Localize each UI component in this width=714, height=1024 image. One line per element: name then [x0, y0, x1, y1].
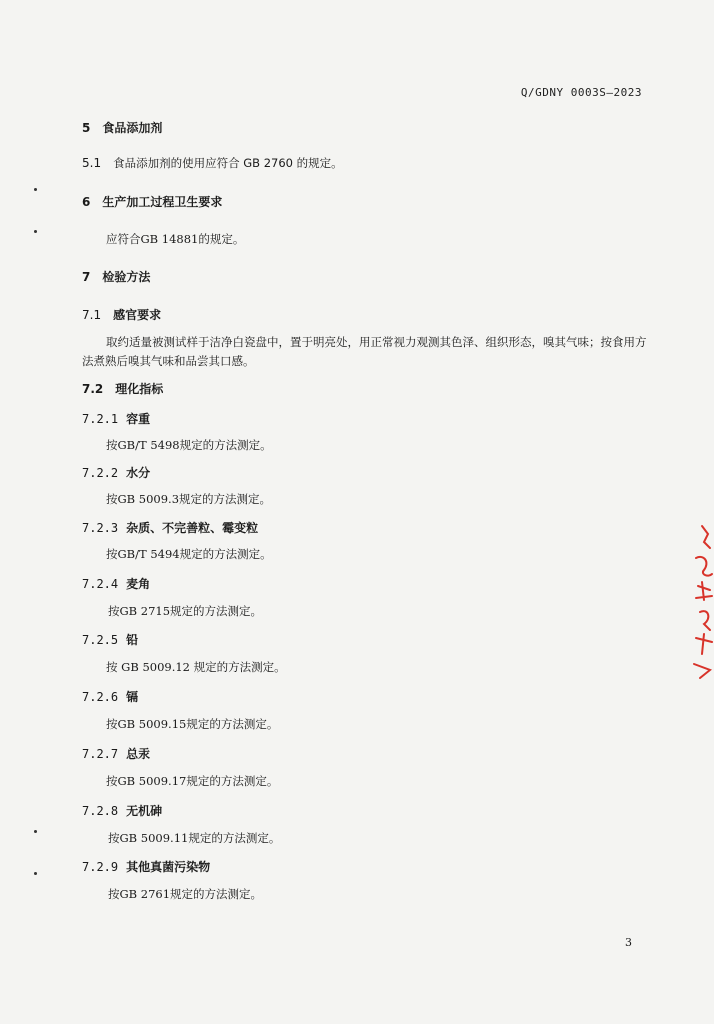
- item-title: 铅: [126, 633, 139, 647]
- item-number: 7.2.1: [82, 412, 119, 426]
- item-7-2-9-text: 按GB 2761规定的方法测定。: [108, 887, 263, 901]
- item-7-2-5-text: 按 GB 5009.12 规定的方法测定。: [106, 660, 286, 674]
- section-title: 食品添加剂: [102, 121, 163, 135]
- item-number: 7.2.3: [82, 521, 119, 535]
- item-7-2-1-text: 按GB/T 5498规定的方法测定。: [106, 438, 272, 452]
- item-number: 7.2.5: [82, 633, 119, 647]
- section-title: 检验方法: [102, 270, 151, 284]
- scan-speck: [34, 188, 37, 191]
- item-title: 总汞: [126, 747, 151, 761]
- section-number: 7: [82, 270, 91, 284]
- item-7-2-6-heading: [82, 688, 138, 705]
- section-number: 6: [82, 195, 91, 209]
- item-title: 容重: [126, 412, 151, 426]
- item-title: 水分: [126, 466, 151, 480]
- item-7-2-9-heading: [82, 858, 210, 875]
- page-number: 3: [625, 936, 632, 949]
- section-title: 感官要求: [113, 308, 162, 322]
- section-number: 5.1: [82, 156, 102, 170]
- section-number: 7.1: [82, 308, 102, 322]
- item-title: 无机砷: [126, 804, 163, 818]
- section-title: 理化指标: [115, 382, 164, 396]
- seal-stamp-fragment: [682, 520, 714, 680]
- item-7-2-4-heading: [82, 575, 150, 592]
- section-number: 7.2: [82, 382, 104, 396]
- item-number: 7.2.7: [82, 747, 119, 761]
- item-number: 7.2.2: [82, 466, 119, 480]
- item-7-2-5-heading: [82, 631, 138, 648]
- item-title: 杂质、不完善粒、霉变粒: [126, 521, 259, 535]
- section-7-2-heading: [82, 380, 163, 397]
- item-title: 其他真菌污染物: [126, 860, 211, 874]
- item-7-2-7-heading: [82, 745, 150, 762]
- item-title: 麦角: [126, 577, 151, 591]
- section-6-heading: [82, 193, 222, 210]
- section-6-text: 应符合GB 14881的规定。: [106, 232, 245, 246]
- section-title: 生产加工过程卫生要求: [102, 195, 223, 209]
- document-code: Q/GDNY 0003S—2023: [520, 86, 642, 99]
- item-7-2-3-text: 按GB/T 5494规定的方法测定。: [106, 547, 272, 561]
- item-number: 7.2.8: [82, 804, 119, 818]
- item-number: 7.2.6: [82, 690, 119, 704]
- item-7-2-4-text: 按GB 2715规定的方法测定。: [108, 604, 263, 618]
- item-7-2-1-heading: [82, 410, 150, 427]
- item-7-2-8-heading: [82, 802, 162, 819]
- item-7-2-3-heading: [82, 519, 258, 536]
- scan-speck: [34, 230, 37, 233]
- section-5-1: [82, 155, 343, 171]
- item-7-2-7-text: 按GB 5009.17规定的方法测定。: [106, 774, 279, 788]
- scan-speck: [34, 830, 37, 833]
- section-number: 5: [82, 121, 91, 135]
- section-text: 食品添加剂的使用应符合 GB 2760 的规定。: [113, 156, 343, 170]
- item-number: 7.2.4: [82, 577, 119, 591]
- item-7-2-2-text: 按GB 5009.3规定的方法测定。: [106, 492, 272, 506]
- scan-speck: [34, 872, 37, 875]
- item-7-2-2-heading: [82, 464, 150, 481]
- section-5-heading: [82, 119, 162, 136]
- section-7-1-heading: [82, 306, 161, 323]
- item-title: 镉: [126, 690, 139, 704]
- section-7-heading: [82, 268, 150, 285]
- section-7-1-paragraph: 取约适量被测试样于洁净白瓷盘中，置于明亮处，用正常视力观测其色泽、组织形态，嗅其气味；按食用方法煮熟后嗅其气味和品尝其口感。: [82, 335, 647, 368]
- item-7-2-8-text: 按GB 5009.11规定的方法测定。: [108, 831, 281, 845]
- item-number: 7.2.9: [82, 860, 119, 874]
- item-7-2-6-text: 按GB 5009.15规定的方法测定。: [106, 717, 279, 731]
